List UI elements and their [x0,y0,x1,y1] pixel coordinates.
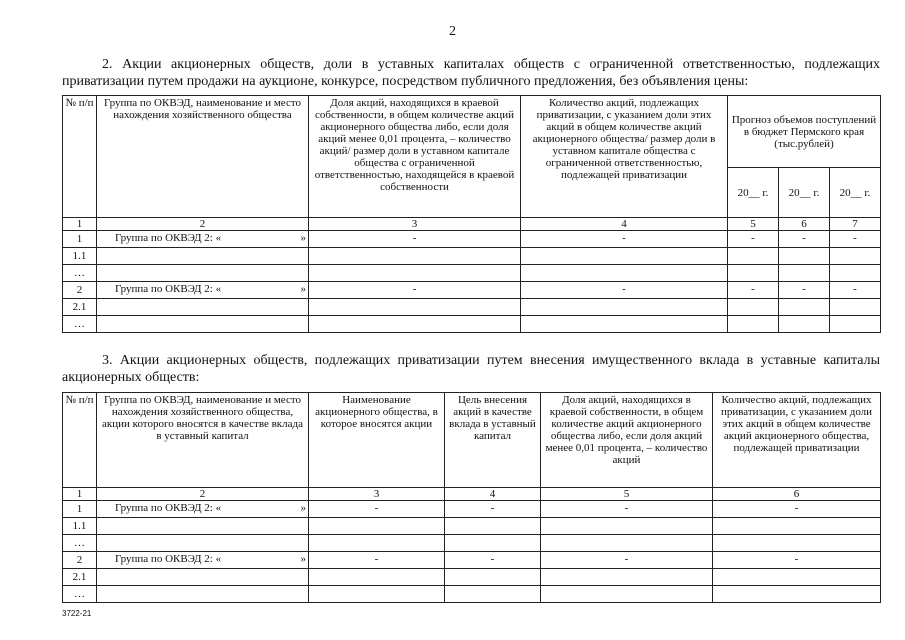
column-number: 3 [309,218,521,231]
column-number: 1 [63,488,97,501]
row-cell: - [541,552,713,569]
header-year-2: 20__ г. [779,168,830,218]
header-year-3: 20__ г. [830,168,881,218]
row-group [97,535,309,552]
row-cell [521,299,728,316]
header-company-name: Наименование акционерного общества, в которое вносятся акции [309,393,445,488]
column-number: 6 [779,218,830,231]
row-cell: - [779,282,830,299]
row-cell: - [728,231,779,248]
row-cell: - [445,552,541,569]
row-cell: - [309,501,445,518]
header-quantity: Количество акций, подлежащих приватизации, с указанием доли этих акций в общем количестве акций акционерного общества/ размер доли в уставном капитале общества с ограниченной ответственностью, подлежащей приватизации [521,96,728,218]
row-cell [830,265,881,282]
row-number: … [63,265,97,282]
row-number: … [63,316,97,333]
row-group [97,299,309,316]
group-label: Группа по ОКВЭД 2: « [115,283,222,295]
group-quote: » [300,553,306,565]
row-group [97,248,309,265]
row-number: 1.1 [63,518,97,535]
row-group [97,282,309,299]
row-cell [445,586,541,603]
row-cell [779,248,830,265]
row-cell [521,265,728,282]
row-cell: - [309,282,521,299]
row-cell: - [445,501,541,518]
row-number: 1.1 [63,248,97,265]
page-number: 2 [449,24,456,39]
row-group [97,586,309,603]
row-cell [713,535,881,552]
column-number: 2 [97,488,309,501]
row-cell: - [779,231,830,248]
header-share: Доля акций, находящихся в краевой собственности, в общем количестве акций акционерного общества либо, если доля акций менее 0,01 процента, – количество акций/ размер доли в уставном капитале общества с ограниченной ответственностью, находящейся в краевой собственности [309,96,521,218]
header-purpose: Цель внесения акций в качестве вклада в уставный капитал [445,393,541,488]
header-group: Группа по ОКВЭД, наименование и место нахождения хозяйственного общества, акции которого вносятся в качестве вклада в уставный капитал [97,393,309,488]
table-row [63,535,881,552]
group-label: Группа по ОКВЭД 2: « [115,502,222,514]
row-cell [728,316,779,333]
row-number: 2.1 [63,569,97,586]
section3-heading: 3. Акции акционерных обществ, подлежащих приватизации путем внесения имущественного вклада в уставные капиталы акционерных обществ: [62,353,880,385]
row-cell [521,316,728,333]
row-number: 2 [63,552,97,569]
column-number: 7 [830,218,881,231]
header-group: Группа по ОКВЭД, наименование и место нахождения хозяйственного общества [97,96,309,218]
row-cell [309,265,521,282]
row-cell [830,248,881,265]
row-cell [309,586,445,603]
row-cell [309,569,445,586]
section2-heading: 2. Акции акционерных обществ, доли в уставных капиталах обществ с ограниченной ответственностью, подлежащих приватизации путем продажи на аукционе, конкурсе, посредством публичного предложения, без объявления цены: [62,57,880,89]
row-group [97,569,309,586]
row-cell: - [713,501,881,518]
column-number: 1 [63,218,97,231]
header-number: № п/п [63,96,97,218]
row-cell [728,248,779,265]
row-number: 2 [63,282,97,299]
header-forecast: Прогноз объемов поступлений в бюджет Пермского края (тыс.рублей) [728,96,881,168]
row-cell [445,535,541,552]
table-row [63,569,881,586]
column-number: 4 [445,488,541,501]
table-row [63,316,881,333]
row-cell [541,569,713,586]
row-group [97,552,309,569]
row-cell [830,316,881,333]
column-number: 6 [713,488,881,501]
header-number: № п/п [63,393,97,488]
column-number-row [63,218,881,231]
row-group [97,501,309,518]
row-group [97,518,309,535]
row-cell [309,518,445,535]
row-group [97,265,309,282]
row-cell: - [541,501,713,518]
row-cell [779,316,830,333]
header-quantity: Количество акций, подлежащих приватизации, с указанием доли этих акций в общем количестве акций акционерного общества, подлежащей приватизации [713,393,881,488]
column-number: 2 [97,218,309,231]
section2-table [62,95,881,333]
group-label: Группа по ОКВЭД 2: « [115,553,222,565]
table-row [63,231,881,248]
row-number: 2.1 [63,299,97,316]
row-cell [521,248,728,265]
row-cell [779,299,830,316]
document-code: 3722-21 [62,609,92,618]
column-number-row [63,488,881,501]
column-number: 4 [521,218,728,231]
row-cell [713,569,881,586]
table-row [63,501,881,518]
row-number: … [63,535,97,552]
row-cell [830,299,881,316]
table-row [63,518,881,535]
column-number: 3 [309,488,445,501]
row-cell: - [713,552,881,569]
group-quote: » [300,232,306,244]
row-group [97,316,309,333]
row-cell [541,586,713,603]
row-cell: - [728,282,779,299]
row-cell [728,265,779,282]
row-cell [713,586,881,603]
header-year-1: 20__ г. [728,168,779,218]
section3-table [62,392,881,603]
row-number: … [63,586,97,603]
group-quote: » [300,283,306,295]
row-cell [309,535,445,552]
row-cell [713,518,881,535]
row-cell [445,518,541,535]
row-cell [779,265,830,282]
table-row [63,265,881,282]
column-number: 5 [541,488,713,501]
row-cell [309,299,521,316]
table-row [63,248,881,265]
row-cell: - [309,552,445,569]
table-row [63,282,881,299]
row-cell [541,518,713,535]
header-share: Доля акций, находящихся в краевой собственности, в общем количестве акций акционерного общества либо, если доля акций менее 0,01 процента, – количество акций [541,393,713,488]
row-cell: - [309,231,521,248]
group-label: Группа по ОКВЭД 2: « [115,232,222,244]
row-cell: - [830,231,881,248]
row-cell [445,569,541,586]
group-quote: » [300,502,306,514]
row-cell [728,299,779,316]
table-row [63,586,881,603]
row-cell [309,248,521,265]
row-cell [541,535,713,552]
row-number: 1 [63,231,97,248]
table-row [63,552,881,569]
row-number: 1 [63,501,97,518]
table-row [63,299,881,316]
row-cell: - [521,282,728,299]
row-cell: - [521,231,728,248]
row-cell [309,316,521,333]
column-number: 5 [728,218,779,231]
row-group [97,231,309,248]
row-cell: - [830,282,881,299]
